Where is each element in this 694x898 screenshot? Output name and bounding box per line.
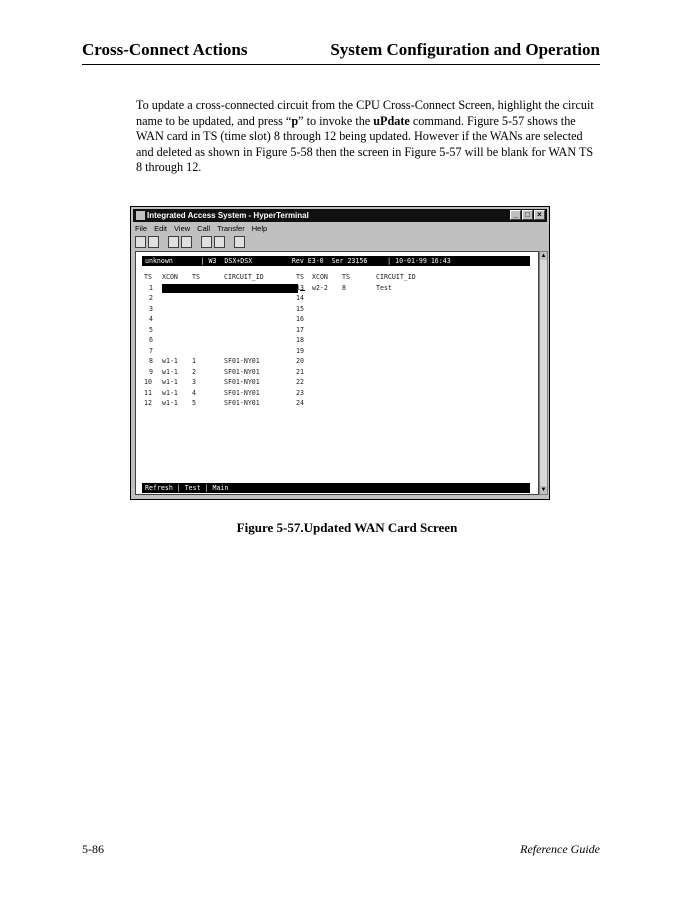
cell-rts2: 8 bbox=[342, 283, 346, 292]
disconnect-icon[interactable] bbox=[181, 236, 192, 248]
cell-ts2: 5 bbox=[192, 399, 196, 407]
cell-rts: 24 bbox=[296, 399, 304, 407]
send-icon[interactable] bbox=[201, 236, 212, 248]
cell-rts: 20 bbox=[296, 357, 304, 365]
xcon-table bbox=[144, 272, 416, 409]
table-row[interactable] bbox=[144, 293, 304, 304]
table-header: TS XCON TS CIRCUIT_ID TS XCON TS CIRCUIT_ID bbox=[144, 273, 416, 281]
window-titlebar[interactable] bbox=[133, 209, 547, 222]
menu-edit[interactable]: Edit bbox=[154, 224, 168, 233]
cell-rts: 13 bbox=[296, 283, 304, 292]
cell-ts: 11 bbox=[144, 388, 152, 397]
page-number: 5-86 bbox=[82, 842, 104, 856]
vertical-scrollbar[interactable] bbox=[539, 251, 548, 495]
properties-icon[interactable] bbox=[234, 236, 245, 248]
table-row[interactable] bbox=[144, 325, 304, 336]
table-row[interactable] bbox=[144, 388, 304, 399]
minimize-button[interactable]: _ bbox=[510, 210, 521, 220]
table-row[interactable] bbox=[144, 398, 304, 409]
cell-ts: 7 bbox=[149, 346, 153, 355]
terminal-area[interactable] bbox=[135, 251, 539, 495]
menu-call[interactable]: Call bbox=[197, 224, 211, 233]
cell-cid: SF01-NY01 bbox=[224, 367, 260, 376]
table-row[interactable] bbox=[144, 335, 304, 346]
figure-caption: Figure 5-57.Updated WAN Card Screen bbox=[236, 520, 458, 535]
body-paragraph: To update a cross-connected circuit from the CPU Cross-Connect Screen, highlight the circuit name to be updated, and press “p” to invoke the uPdate command. Figure 5-57 shows the WAN card in TS (time slot) 8 through 12 being updated. However if the WANs are selected and deleted as shown in Figure 5-58 then the screen in Figure 5-57 will be blank for WAN TS 8 through 12. bbox=[136, 98, 594, 174]
cell-xcon: w1-1 bbox=[162, 388, 178, 397]
menu-bar bbox=[135, 223, 267, 235]
menu-transfer[interactable]: Transfer bbox=[217, 224, 245, 233]
table-row[interactable] bbox=[144, 377, 304, 388]
cell-ts: 1 bbox=[149, 283, 153, 292]
cell-cid: SF01-NY01 bbox=[224, 399, 260, 407]
cell-ts: 6 bbox=[149, 336, 153, 344]
cell-rxcon: w2-2 bbox=[312, 283, 328, 292]
cell-ts: 3 bbox=[149, 304, 153, 313]
cell-xcon: w1-1 bbox=[162, 399, 178, 407]
status-line: unknown | W3 DSX+DSX Rev E3-0 Ser 23156 | 10-01-99 16:43 bbox=[142, 256, 530, 266]
table-row[interactable] bbox=[144, 304, 304, 315]
receive-icon[interactable] bbox=[214, 236, 225, 248]
command-bar: Refresh | Test | Main bbox=[142, 483, 530, 493]
hyperterminal-window bbox=[130, 206, 550, 500]
cell-ts2: 3 bbox=[192, 378, 196, 386]
window-title: Integrated Access System - HyperTerminal bbox=[147, 211, 309, 220]
cell-ts: 10 bbox=[144, 378, 152, 386]
table-row[interactable] bbox=[144, 367, 304, 378]
table-row[interactable] bbox=[144, 356, 304, 367]
menu-view[interactable]: View bbox=[174, 224, 191, 233]
maximize-button[interactable]: □ bbox=[522, 210, 533, 220]
cell-xcon: w1-1 bbox=[162, 367, 178, 376]
cell-ts2: 1 bbox=[192, 357, 196, 365]
scroll-up-icon[interactable]: ▲ bbox=[540, 253, 547, 259]
cell-cid: SF01-NY01 bbox=[224, 378, 260, 386]
close-button[interactable]: × bbox=[534, 210, 545, 220]
cell-cid: SF01-NY01 bbox=[224, 388, 260, 397]
cell-rts: 21 bbox=[296, 367, 304, 376]
chapter-title: System Configuration and Operation bbox=[330, 40, 600, 59]
cell-rts: 17 bbox=[296, 325, 304, 334]
cell-ts: 4 bbox=[149, 315, 153, 323]
cell-ts: 9 bbox=[149, 367, 153, 376]
key-p: p bbox=[291, 113, 299, 128]
menu-help[interactable]: Help bbox=[251, 224, 268, 233]
cell-rts: 23 bbox=[296, 388, 304, 397]
app-icon bbox=[136, 211, 145, 220]
cell-rts: 15 bbox=[296, 304, 304, 313]
cell-rts: 14 bbox=[296, 294, 304, 302]
cell-ts: 12 bbox=[144, 399, 152, 407]
cell-rts: 22 bbox=[296, 378, 304, 386]
cell-rts: 19 bbox=[296, 346, 304, 355]
selection-highlight bbox=[162, 284, 298, 293]
cell-xcon: w1-1 bbox=[162, 357, 178, 365]
cell-xcon: w1-1 bbox=[162, 378, 178, 386]
cell-rts: 18 bbox=[296, 336, 304, 344]
table-row[interactable] bbox=[144, 346, 304, 357]
cell-ts: 2 bbox=[149, 294, 153, 302]
table-row[interactable] bbox=[144, 314, 304, 325]
update-command: uPdate bbox=[373, 113, 410, 128]
section-title: Cross-Connect Actions bbox=[82, 40, 248, 59]
connect-icon[interactable] bbox=[168, 236, 179, 248]
table-row[interactable] bbox=[144, 283, 392, 294]
new-icon[interactable] bbox=[135, 236, 146, 248]
cell-ts: 5 bbox=[149, 325, 153, 334]
cell-cid: SF01-NY01 bbox=[224, 357, 260, 365]
scroll-down-icon[interactable]: ▼ bbox=[540, 487, 547, 493]
toolbar bbox=[135, 236, 245, 250]
cell-ts2: 2 bbox=[192, 367, 196, 376]
cell-ts2: 4 bbox=[192, 388, 196, 397]
cell-rts: 16 bbox=[296, 315, 304, 323]
open-icon[interactable] bbox=[148, 236, 159, 248]
menu-file[interactable]: File bbox=[135, 224, 148, 233]
cell-ts: 8 bbox=[149, 357, 153, 365]
header-rule bbox=[82, 64, 600, 65]
cell-rcid: Test bbox=[376, 283, 392, 292]
book-title: Reference Guide bbox=[520, 842, 600, 856]
